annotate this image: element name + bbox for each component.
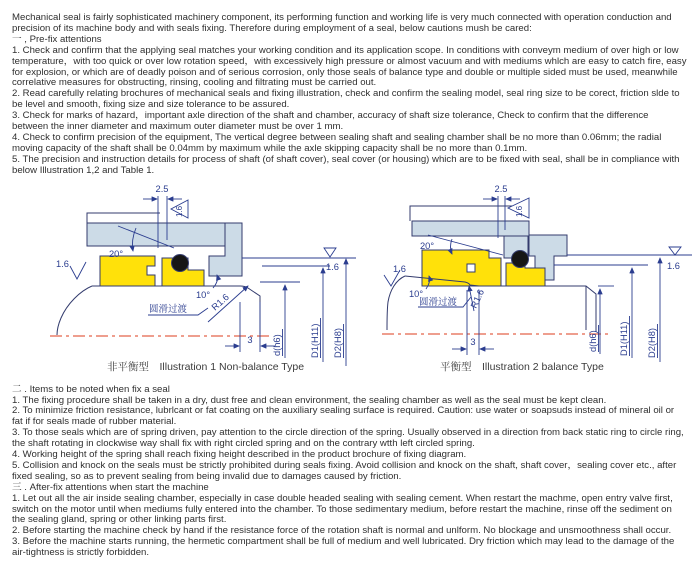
angle-10-label: 10° <box>409 288 424 299</box>
o-ring <box>512 250 529 267</box>
angle-20-label: 20° <box>109 248 124 259</box>
seal-ring-notch <box>467 264 475 272</box>
dim-3-label: 3 <box>470 336 476 347</box>
figure-row <box>12 178 696 384</box>
spigot-diameter-label: D2(H8) <box>647 327 657 358</box>
dim-2_5-label: 2.5 <box>155 183 169 194</box>
housing-bar <box>87 223 225 246</box>
section-3-heading: 三 . After-fix attentions when start the machine <box>12 481 209 493</box>
o-ring <box>172 254 189 271</box>
angle-10-label: 10° <box>196 289 211 300</box>
finish-left-label: 1.6 <box>393 263 406 274</box>
section-2-item: 3. To those seals which are of spring driven, pay attention to the circle direction of the spring. Usually observed in a direction from back static ring to circle ring, the shaft rotating in clockwise way shall fix with right circled spring and on the contrary wtth left circled spring. <box>12 427 684 450</box>
surface-finish-icon <box>70 262 86 279</box>
surface-finish-icon <box>324 248 336 257</box>
angle-20-label: 20° <box>420 240 435 251</box>
seal-cross-section <box>387 206 596 332</box>
section-1-item: 4. Check to confirm precision of the equipment, The vertical degree between sealing shaft and sealing chamber shall be no more than 0.06mm; the radial moving capacity of the shaft shall be 0.04mm by maximum while the axle skipping capacity shall be no more than 0.1mm. <box>12 131 662 154</box>
section-2-heading: 二 . Items to be noted when fix a seal <box>12 383 170 395</box>
finish-right-label: 1.6 <box>667 260 680 271</box>
finish-top-label: 1.6 <box>515 205 524 217</box>
shaft-left-end <box>57 286 92 335</box>
intro-paragraph: Mechanical seal is fairly sophisticated machinery component, its performing function and working life is very much connected with operation conduction and precision of its machine body and with seals fixing. Therefore during employment of a seal, below cautions mush be cared: <box>12 12 672 34</box>
figure-1-caption: 非平衡型 Illustration 1 Non-balance Type <box>107 360 305 373</box>
section-1-item: 5. The precision and instruction details for process of shaft (of shaft cover), seal cover (or housing) which are to be fixed with seal, shall be in compliance with below Illustration 1,2 and Table 1. <box>12 153 680 176</box>
radius-label: R1.6 <box>468 287 487 310</box>
smooth-transition-label: 圆滑过渡 <box>419 296 458 308</box>
finish-top-label: 1.6 <box>175 205 184 217</box>
smooth-transition-label: 圆滑过渡 <box>149 303 188 315</box>
dim-2_5-label: 2.5 <box>494 183 508 194</box>
section-3-item: 3. Before the machine starts running, the hermetic compartment shall be full of medium and well lubricated. Dry friction which may lead to the damage of the air-tightness is strictly forbidden. <box>12 536 675 559</box>
gland-plate-outline <box>87 213 160 223</box>
figure-1-non-balance-diagram <box>12 178 360 384</box>
section-2-item: 1. The fixing procedure shall be taken in a dry, dust free and clean environment, the sealing chamber as well as the seal must be kept clean. <box>12 394 607 406</box>
section-2-item: 4. Working height of the spring shall reach fixing height described in the product brochure of fixing diagram. <box>12 449 467 461</box>
dim-3-label: 3 <box>247 334 253 345</box>
shaft-diameter-label: d(h6) <box>588 329 598 352</box>
section-3-item: 2. Before starting the machine check by hand if the resistance force of the rotation shaft is normal and unlform. No blockage and unsmoothness shall occur. <box>12 525 672 537</box>
section-1-heading: 一 , Pre-fix attentions <box>12 33 102 45</box>
rotary-seal-ring <box>100 256 155 286</box>
rotary-seal-ring <box>422 250 501 286</box>
bore-diameter-label: D1(H11) <box>619 321 629 356</box>
finish-right-label: 1.6 <box>326 261 339 272</box>
shaft-diameter-label: d(h6) <box>272 333 282 356</box>
section-1-item: 2. Read carefully relating brochures of mechanical seals and fixing illustration, check and confirm the sealing model, seal ring size to be corect, friction slde to be level and smooth, fixing size and size tolerance to be assured. <box>12 88 680 111</box>
gland-plate-outline <box>410 206 512 221</box>
section-1-item: 1. Check and confirm that the applying seal matches your working condition and its application scope. In conditions with conveym medium of over high or low temperature，with too quick or over low rotation speed，with excessively high pressure or almost vacuum and with mediums whlch are easy to catch fire, easy for explosion, or which are of deadly poison and of serious corrosion, only those seals of balance type and double or multiple sided must be used, meanwhile correlative measures for obstructing, rinsing, cooling and filtrating must be carried out. <box>12 44 687 89</box>
bore-diameter-label: D1(H11) <box>310 323 320 358</box>
finish-left-label: 1.6 <box>56 258 69 269</box>
figure-2-balance-diagram <box>360 178 696 384</box>
surface-finish-icon <box>669 247 681 255</box>
section-2-item: 5. Collision and knock on the seals must be strictly prohibited during seals fixing. Avoid collision and knock on the shaft, shaft cover，sealing cover etc., after fixed sealing, so as to prevent sealing from being invalid due to damages caused by friction. <box>12 459 677 482</box>
housing-bar <box>412 221 529 236</box>
seal-cross-section <box>57 213 260 335</box>
radius-label: R1.6 <box>209 291 231 313</box>
section-2-item: 2. To minimize friction resistance, lubrlcant or fat coating on the auxiliary sealing surface is required. Caution: use water or soapsuds instead of mineral oil or fat if for seals made of rubber material. <box>12 405 675 428</box>
section-1-item: 3. Check for marks of hazard，important axle direction of the shaft and chamber, accuracy of shaft size tolerance, Check to confirm that the difference between the inner diameter and maximum outer diameter must be over 1 mm. <box>12 110 649 133</box>
spigot-diameter-label: D2(H8) <box>333 327 343 358</box>
figure-2-caption: 平衡型 Illustration 2 balance Type <box>440 360 604 373</box>
section-3-item: 1. Let out all the air inside sealing chamber, especially in case double headed sealing with sealing cement. When restart the machme, open entry valve first, switch on the motor until when mediums fully entered into the chamber. To those sedimentary medium, before restart the machine, rinse off the sediment on the sealing gland, spring or other linking parts first. <box>12 492 673 526</box>
